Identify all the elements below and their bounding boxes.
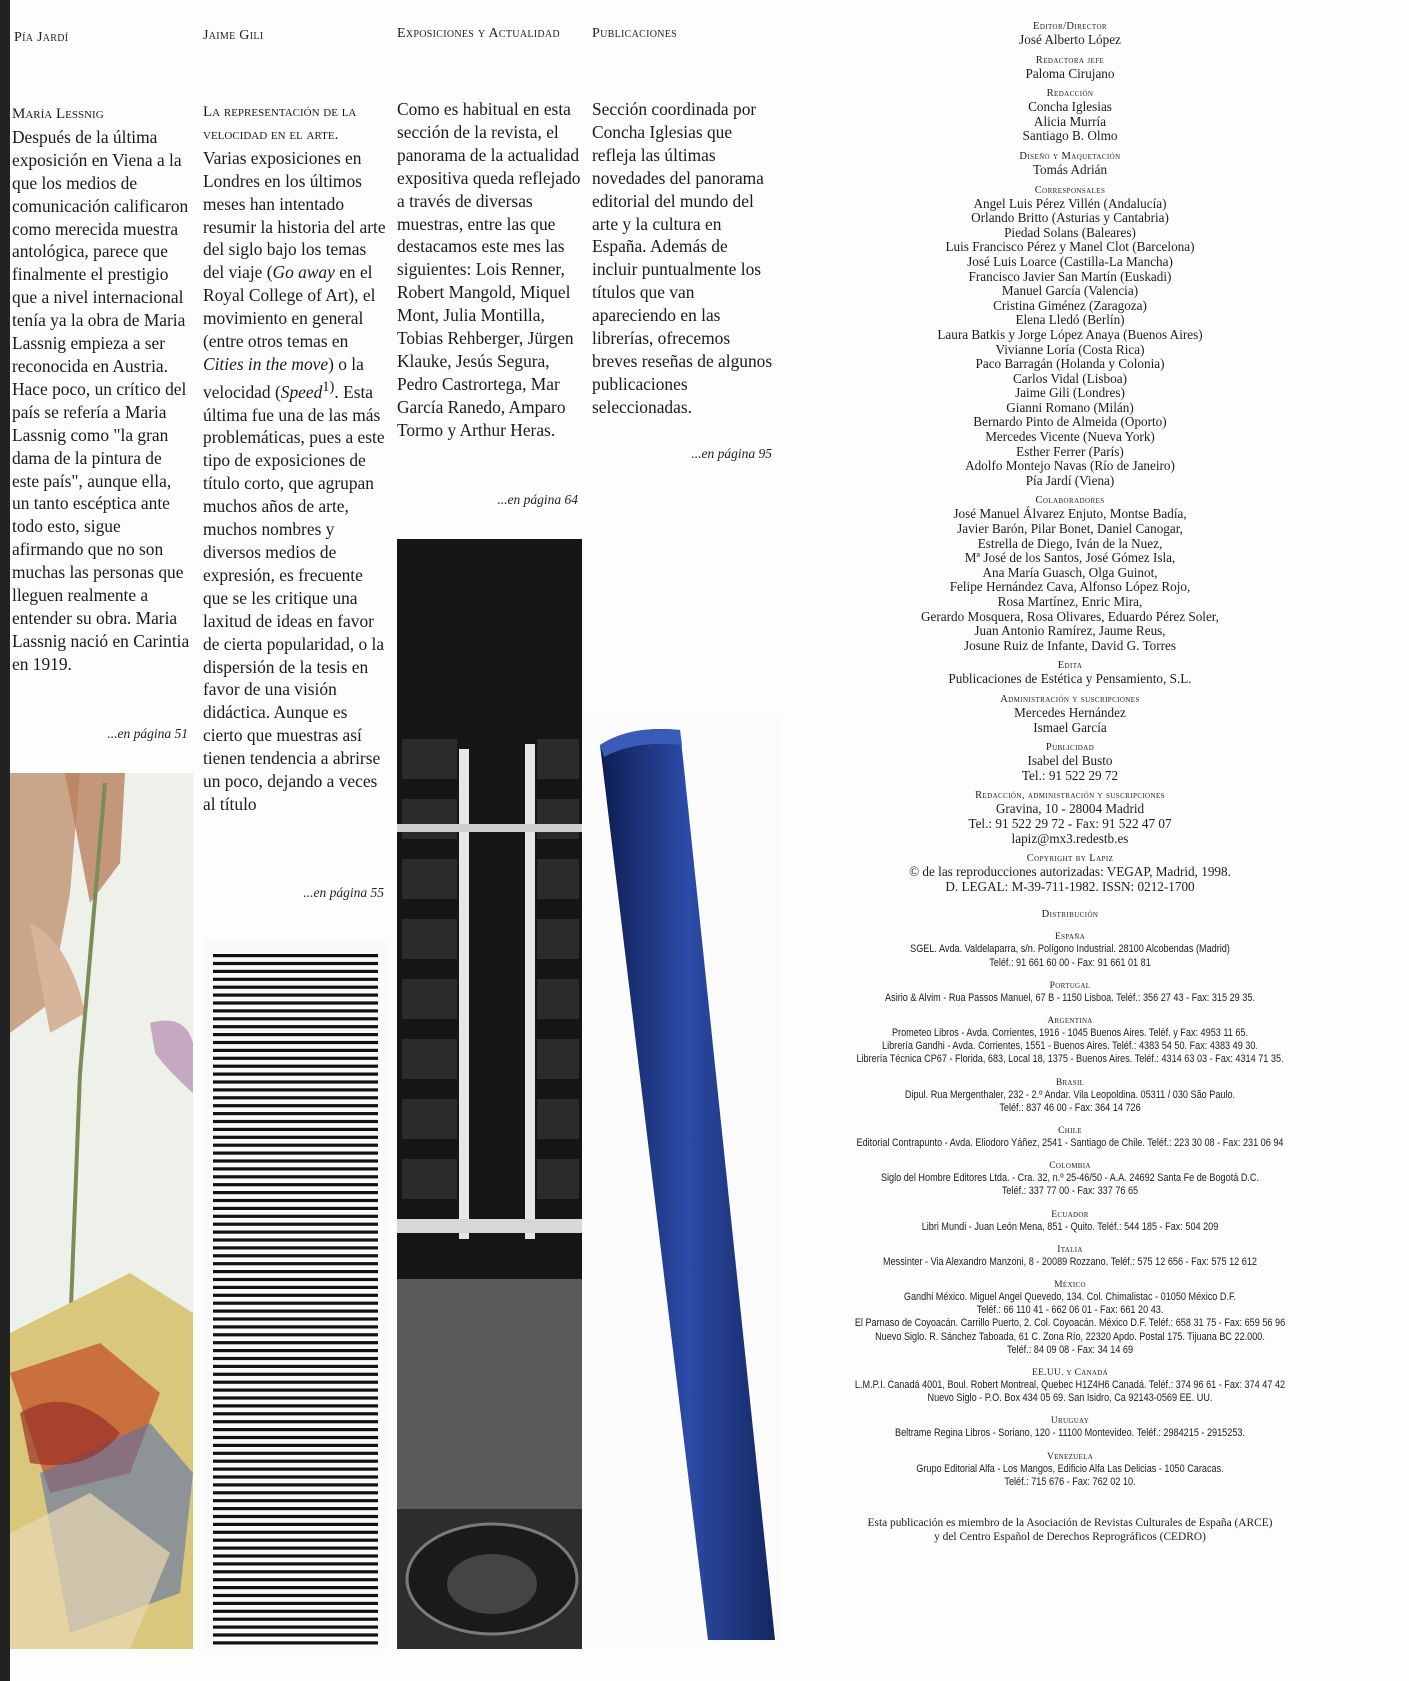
distribution-line: L.M.P.I. Canadá 4001, Boul. Robert Montreal, Quebec H1Z4H6 Canadá. Teléf.: 374 96 61 - Fax: 374 47 42 <box>854 1378 1286 1391</box>
masthead-line: Laura Batkis y Jorge López Anaya (Buenos Aires) <box>937 326 1203 342</box>
masthead-line: Ismael García <box>1033 719 1107 735</box>
stripe <box>213 1554 378 1557</box>
page-ref-55: ...en página 55 <box>303 885 384 900</box>
masthead-line: Esther Ferrer (París) <box>1016 443 1124 459</box>
stripe <box>213 1610 378 1613</box>
header-col4: Publicaciones <box>592 26 678 41</box>
distribution-line: Siglo del Hombre Editores Ltda. - Cra. 32, n.º 25-46/50 - A.A. 24692 Santa Fe de Bogotá D.C. <box>880 1172 1260 1185</box>
stripe <box>213 1325 378 1328</box>
stripe <box>213 1112 378 1115</box>
stripe <box>213 1088 378 1091</box>
stripe <box>213 1586 378 1589</box>
stripe <box>213 1270 378 1273</box>
stripe <box>213 1507 378 1510</box>
distribution-line: El Parnaso de Coyoacán. Carrillo Puerto, 2. Col. Coyoacán. México D.F. Teléf.: 658 31 75 - Fax: 659 56 96 <box>854 1317 1286 1330</box>
stripe <box>213 1547 378 1550</box>
stripe <box>213 1191 378 1194</box>
stripe <box>213 1404 378 1407</box>
distribution-country: Ecuador <box>1051 1209 1089 1220</box>
stripe <box>213 1231 378 1234</box>
painting-image <box>10 773 193 1649</box>
masthead-line: Javier Barón, Pilar Bonet, Daniel Canogar, <box>957 521 1183 537</box>
stripe <box>213 1025 378 1028</box>
distribution-country: Brasil <box>1055 1077 1085 1088</box>
masthead-line: Alicia Murría <box>1033 113 1107 129</box>
stripe <box>213 1104 378 1107</box>
stripe <box>213 1562 378 1565</box>
stripe <box>213 1373 378 1376</box>
masthead-line: Felipe Hernández Cava, Alfonso López Rojo, <box>949 579 1191 595</box>
masthead-line: Adolfo Montejo Navas (Río de Janeiro) <box>965 458 1175 474</box>
stripe <box>213 970 378 973</box>
stripe <box>213 1001 378 1004</box>
header-col3: Exposiciones y Actualidad <box>397 26 560 41</box>
stripe <box>213 1641 378 1644</box>
masthead-line: Pía Jardí (Viena) <box>1025 472 1115 488</box>
masthead-line: lapiz@mx3.redestb.es <box>1011 830 1129 846</box>
distribution-country: Portugal <box>1049 980 1091 991</box>
masthead-line: Angel Luis Pérez Villén (Andalucía) <box>973 195 1167 211</box>
stripe <box>213 1420 378 1423</box>
stripe <box>213 1578 378 1581</box>
masthead-line: Josune Ruiz de Infante, David G. Torres <box>964 637 1176 653</box>
page-ref-64: ...en página 64 <box>497 492 578 507</box>
distribution-line: Teléf.: 837 46 00 - Fax: 364 14 726 <box>999 1101 1141 1114</box>
masthead-line: D. LEGAL: M-39-711-1982. ISSN: 0212-1700 <box>945 878 1195 894</box>
stripe <box>213 1183 378 1186</box>
masthead-line: Vivianne Loría (Costa Rica) <box>995 341 1145 357</box>
masthead-label: Administración y suscripciones <box>1000 693 1140 705</box>
article-publicaciones: Sección coordinada por Concha Iglesias que refleja las últimas novedades del panorama editorial del mundo del arte y la cultura en España. Además de incluir puntualmente los títulos que van apareciendo en las librerías, ofrecemos breves reseñas de algunos publicaciones seleccionadas. <box>592 99 773 417</box>
masthead-label: Edita <box>1057 660 1083 672</box>
distribution-line: Teléf.: 337 77 00 - Fax: 337 76 65 <box>1001 1185 1139 1198</box>
stripe <box>213 1009 378 1012</box>
distribution-line: Messinter - Via Alexandro Manzoni, 8 - 20089 Rozzano. Teléf.: 575 12 656 - Fax: 575 12 612 <box>883 1255 1257 1268</box>
distribution-country: Chile <box>1058 1125 1082 1136</box>
stripe <box>213 1381 378 1384</box>
distribution-line: Nuevo Siglo. R. Sánchez Taboada, 61 C. Zona Río, 22320 Apdo. Postal 175. Tijuana BC 22.000. <box>875 1330 1265 1343</box>
stripe <box>213 1483 378 1486</box>
masthead-line: Mª José de los Santos, José Gómez Isla, <box>964 550 1176 566</box>
distribution-line: Teléf.: 91 661 60 00 - Fax: 91 661 01 81 <box>989 956 1151 969</box>
masthead-line: José Alberto López <box>1019 32 1121 47</box>
stripe <box>213 1428 378 1431</box>
masthead-line: José Manuel Álvarez Enjuto, Montse Badía, <box>953 506 1187 522</box>
distribution-line: Librería Gandhi - Avda. Corrientes, 1551 - Buenos Aires. Teléf.: 4383 54 50. Fax: 4383 49 30. <box>882 1040 1258 1053</box>
stripe <box>213 994 378 997</box>
distribution-country: Argentina <box>1047 1015 1093 1026</box>
masthead-line: Carlos Vidal (Lisboa) <box>1013 370 1127 386</box>
stripe <box>213 1278 378 1281</box>
distribution-line: Prometeo Libros - Avda. Corrientes, 1916 - 1045 Buenos Aires. Teléf. y Fax: 4953 11 65. <box>891 1026 1249 1039</box>
distribution-label: Distribución <box>1041 909 1099 921</box>
masthead-line: Manuel García (Valencia) <box>1001 283 1139 299</box>
stripe <box>213 1215 378 1218</box>
footer-line: Esta publicación es miembro de la Asociación de Revistas Culturales de España (ARCE) <box>867 1516 1273 1529</box>
stripe <box>213 1080 378 1083</box>
masthead-line: Tel.: 91 522 29 72 - Fax: 91 522 47 07 <box>968 815 1172 831</box>
stripe <box>213 1262 378 1265</box>
header-col1: Pía Jardí <box>14 30 69 45</box>
stripe <box>213 1499 378 1502</box>
stripe <box>213 1539 378 1542</box>
stripe <box>213 1017 378 1020</box>
masthead-line: Publicaciones de Estética y Pensamiento, S.L. <box>948 671 1192 687</box>
stripe <box>213 954 378 957</box>
masthead-line: Gravina, 10 - 28004 Madrid <box>995 801 1145 817</box>
masthead-label: Redacción <box>1046 88 1094 100</box>
stripe <box>213 1049 378 1052</box>
photograph-image <box>397 539 582 1649</box>
masthead-label: Editor/Director <box>1033 21 1107 32</box>
masthead-line: Paloma Cirujano <box>1025 65 1115 81</box>
stripe <box>213 986 378 989</box>
stripe <box>213 1531 378 1534</box>
stripe <box>213 1254 378 1257</box>
masthead-line: Bernardo Pinto de Almeida (Oporto) <box>973 414 1167 430</box>
masthead-line: Gerardo Mosquera, Rosa Olivares, Eduardo Pérez Soler, <box>921 608 1219 624</box>
stripe <box>213 1167 378 1170</box>
distribution-country: España <box>1055 932 1085 943</box>
distribution-line: Editorial Contrapunto - Avda. Eliodoro Yáñez, 2541 - Santiago de Chile. Teléf.: 223 30 08 - Fax: 231 06 94 <box>856 1136 1284 1149</box>
striped-artwork-image <box>203 939 386 1649</box>
distribution-country: Uruguay <box>1050 1416 1090 1427</box>
stripe <box>213 1128 378 1131</box>
masthead-label: Copyright by Lapiz <box>1026 853 1114 865</box>
stripe <box>213 1096 378 1099</box>
masthead-line: Jaime Gili (Londres) <box>1015 385 1125 401</box>
stripe <box>213 1389 378 1392</box>
masthead-line: Francisco Javier San Martín (Euskadi) <box>968 268 1172 284</box>
stripe <box>213 1199 378 1202</box>
stripe <box>213 1594 378 1597</box>
masthead <box>790 20 1350 1544</box>
stripe <box>213 1515 378 1518</box>
membership-footer <box>790 1517 1350 1544</box>
stripe <box>213 1523 378 1526</box>
masthead-label: Publicidad <box>1045 742 1095 754</box>
article-exposiciones: Como es habitual en esta sección de la revista, el panorama de la actualidad expositiva queda reflejado a través de diversas muestras, entre las que destacamos este mes las siguientes: Lois Renner, Robert Mangold, Miquel Mont, Julia Montilla, Tobias Rehberger, Jürgen Klauke, Jesús Segura, Pedro Castrortega, Mar García Ranedo, Amparo Tormo y Arthur Heras. <box>397 99 581 440</box>
distribution-country: Venezuela <box>1046 1451 1094 1462</box>
distribution-line: Libri Mundi - Juan León Mena, 851 - Quito. Teléf.: 544 185 - Fax: 504 209 <box>921 1220 1219 1233</box>
stripe <box>213 1175 378 1178</box>
page-ref-95: ...en página 95 <box>691 446 772 461</box>
distribution-country: Colombia <box>1049 1161 1091 1172</box>
distribution-country: Italia <box>1057 1244 1083 1255</box>
stripe <box>213 1144 378 1147</box>
stripe <box>213 1310 378 1313</box>
stripe <box>213 1633 378 1636</box>
stripe <box>213 1341 378 1344</box>
stripe <box>213 1491 378 1494</box>
masthead-label: Corresponsales <box>1034 184 1106 196</box>
distribution-line: SGEL. Avda. Valdelaparra, s/n. Polígono Industrial. 28100 Alcobendas (Madrid) <box>910 943 1230 956</box>
stripe <box>213 1618 378 1621</box>
distribution-line: Teléf.: 84 09 08 - Fax: 34 14 69 <box>1006 1343 1134 1356</box>
footer-line: y del Centro Español de Derechos Reprográficos (CEDRO) <box>934 1530 1206 1543</box>
stripe <box>213 1412 378 1415</box>
stripe <box>213 1065 378 1068</box>
stripe <box>213 978 378 981</box>
article-lessnig <box>12 103 190 676</box>
masthead-line: Ana María Guasch, Olga Guinot, <box>982 564 1158 580</box>
masthead-line: Isabel del Busto <box>1027 753 1113 769</box>
stripe <box>213 1159 378 1162</box>
article-title: María Lessnig <box>12 106 104 122</box>
masthead-line: Paco Barragán (Holanda y Colonia) <box>975 356 1165 372</box>
distribution-line: Teléf.: 66 110 41 - 662 06 01 - Fax: 661 20 43. <box>976 1304 1164 1317</box>
masthead-label: Colaboradores <box>1035 495 1105 507</box>
stripe <box>213 1365 378 1368</box>
stripe <box>213 1570 378 1573</box>
header-col2: Jaime Gili <box>203 28 264 43</box>
blue-column-sculpture-image <box>590 715 780 1645</box>
stripe <box>213 962 378 965</box>
stripe <box>213 1317 378 1320</box>
masthead-line: Concha Iglesias <box>1028 99 1112 115</box>
stripe <box>213 1460 378 1463</box>
distribution-line: Beltrame Regina Libros - Soriano, 120 - 11100 Montevideo. Teléf.: 2984215 - 2915253. <box>895 1427 1245 1440</box>
masthead-label: Redacción, administración y suscripciones <box>975 790 1165 802</box>
distribution-line: Teléf.: 715 676 - Fax: 762 02 10. <box>1004 1475 1136 1488</box>
stripe <box>213 1033 378 1036</box>
distribution-line: Asirio & Alvim - Rua Passos Manuel, 67 B - 1150 Lisboa. Teléf.: 356 27 43 - Fax: 315 29 35. <box>885 991 1255 1004</box>
footnote-marker: 1) <box>322 378 335 395</box>
stripe <box>213 1207 378 1210</box>
masthead-line: Gianni Romano (Milán) <box>1006 399 1134 415</box>
masthead-line: Rosa Martínez, Enric Mira, <box>997 594 1143 609</box>
masthead-line: Santiago B. Olmo <box>1022 128 1118 144</box>
masthead-line: Juan Antonio Ramírez, Jaume Reus, <box>974 623 1166 639</box>
stripe <box>213 1602 378 1605</box>
binding-edge <box>0 0 10 1681</box>
stripe <box>213 1152 378 1155</box>
stripe <box>213 1468 378 1471</box>
stripe <box>213 1286 378 1289</box>
masthead-line: © de las reproducciones autorizadas: VEGAP, Madrid, 1998. <box>909 864 1231 880</box>
stripe <box>213 1041 378 1044</box>
distribution-list <box>790 931 1350 1489</box>
stripe <box>213 1436 378 1439</box>
stripe <box>213 1073 378 1076</box>
masthead-credits <box>790 20 1350 894</box>
stripe <box>213 1444 378 1447</box>
masthead-label: Diseño y Maquetación <box>1019 150 1121 162</box>
masthead-line: Cristina Giménez (Zaragoza) <box>993 297 1147 313</box>
stripe <box>213 1136 378 1139</box>
masthead-line: Elena Lledó (Berlín) <box>1015 312 1125 328</box>
stripe <box>213 1246 378 1249</box>
article-title: La representación de la velocidad en el arte. <box>203 104 357 143</box>
masthead-line: Orlando Britto (Asturias y Cantabria) <box>971 210 1169 226</box>
distribution-line: Librería Técnica CP67 - Florida, 683, Local 18, 1375 - Buenos Aires. Teléf.: 4314 63 03 - Fax: 4314 71 35. <box>856 1053 1284 1066</box>
stripe <box>213 1057 378 1060</box>
stripe <box>213 1357 378 1360</box>
stripe <box>213 1223 378 1226</box>
stripe <box>213 1626 378 1629</box>
stripe <box>213 1396 378 1399</box>
distribution-line: Gandhi México. Miguel Angel Quevedo, 134. Col. Chimalistac - 01050 México D.F. <box>903 1290 1237 1303</box>
distribution-line: Grupo Editorial Alfa - Los Mangos, Edificio Alfa Las Delicias - 1050 Caracas. <box>916 1462 1224 1475</box>
masthead-label: Redactora jefe <box>1035 54 1105 66</box>
masthead-line: Luis Francisco Pérez y Manel Clot (Barcelona) <box>945 239 1195 255</box>
distribution-line: Dipul. Rua Mergenthaler, 232 - 2.º Andar. Vila Leopoldina. 05311 / 030 São Paulo. <box>904 1088 1236 1101</box>
stripe <box>213 1120 378 1123</box>
masthead-line: Tel.: 91 522 29 72 <box>1021 767 1119 783</box>
stripe <box>213 1475 378 1478</box>
masthead-line: Tomás Adrián <box>1032 161 1108 177</box>
stripe <box>213 1349 378 1352</box>
article-body: Después de la última exposición en Viena a la que los medios de comunicación calificaron como merecida muestra antológica, parece que finalmente el prestigio que a nivel internacional tenía ya la obra de Maria Lassnig empieza a ser reconocida en Austria. Hace poco, un crítico del país se refería a Maria Lassnig como "la gran dama de la pintura de este país", aunque ella, un tanto escéptica ante todo esto, sigue afirmando que no son muchas las personas que lleguen realmente a entender su obra. Maria Lassnig nació en Carintia en 1919. <box>12 126 190 674</box>
stripe <box>213 1302 378 1305</box>
stripe <box>213 1452 378 1455</box>
distribution-country: EE.UU. y Canadá <box>1032 1367 1108 1378</box>
masthead-line: Estrella de Diego, Iván de la Nuez, <box>977 535 1163 551</box>
stripe <box>213 1238 378 1241</box>
article-velocidad: La representación de la velocidad en el arte. Varias exposiciones en Londres en los últimos meses han intentado resumir la historia del arte del siglo bajo los temas del viaje (Go away en el Royal College of Art), el movimiento en general (entre otros temas en Cities in the move) o la velocidad (Speed$^{1)}$. Esta última fue una de las más problemáticas, pues a este tipo de exposiciones de título corto, que agrupan muchos años de arte, muchos nombres y diversos medios de expresión, es frecuente que se les critique una laxitud de ideas en favor de cierta popularidad, o la dispersión de la tesis en favor de una visión didáctica. Aunque es cierto que muestras así tienen tendencia a abrirse un poco, dejando a veces al título <box>203 101 386 816</box>
stripe <box>213 1333 378 1336</box>
masthead-line: Mercedes Hernández <box>1014 704 1126 720</box>
page-ref-51: ...en página 51 <box>107 726 188 741</box>
distribution-line: Nuevo Siglo - P.O. Box 434 05 69. San Isidro, Ca 92143-0569 EE. UU. <box>927 1392 1213 1405</box>
masthead-line: Mercedes Vicente (Nueva York) <box>985 429 1155 445</box>
masthead-line: José Luis Loarce (Castilla-La Mancha) <box>967 253 1173 269</box>
distribution-country: México <box>1054 1279 1086 1290</box>
stripe <box>213 1294 378 1297</box>
masthead-line: Piedad Solans (Baleares) <box>1004 224 1136 240</box>
